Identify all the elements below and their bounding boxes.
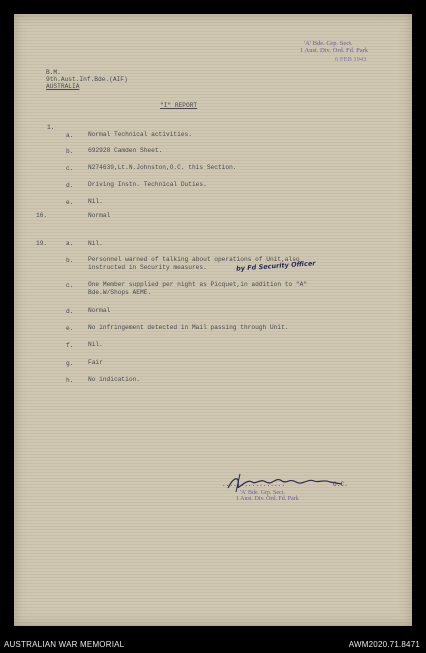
item-number: 1. bbox=[47, 124, 55, 131]
item-text: Driving Instn. Technical Duties. bbox=[88, 181, 207, 188]
signature-dots: ................. bbox=[222, 481, 286, 488]
item-text-continued: instructed in Security measures. bbox=[88, 264, 207, 271]
document-page bbox=[14, 14, 412, 626]
item-text: One Member supplied per night as Picquet,in addition to "A" bbox=[88, 281, 308, 288]
item-letter: c. bbox=[66, 282, 74, 289]
item-letter: c. bbox=[66, 165, 74, 172]
item-number: 16. bbox=[36, 212, 48, 219]
item-text: 692928 Camden Sheet. bbox=[88, 147, 163, 154]
item-number: 19. bbox=[36, 240, 48, 247]
item-text: No indication. bbox=[88, 376, 140, 383]
item-text: Nil. bbox=[88, 198, 103, 205]
item-text: Normal bbox=[88, 212, 111, 219]
footer-accession: AWM2020.71.8471 bbox=[348, 640, 420, 649]
header-line-2: 9th.Aust.Inf.Bde.(AIF) bbox=[46, 76, 128, 83]
item-text: Normal Technical activities. bbox=[88, 131, 192, 138]
item-text: Fair bbox=[88, 359, 103, 366]
item-letter: g. bbox=[66, 360, 74, 367]
item-letter: b. bbox=[66, 257, 74, 264]
signature-stamp-line-1: 'A' Bde. Grp. Sect. bbox=[240, 490, 285, 496]
unit-stamp bbox=[300, 40, 368, 63]
item-letter: b. bbox=[66, 148, 74, 155]
handwritten-annotation: by Fd Security Officer bbox=[235, 259, 316, 273]
item-letter: a. bbox=[66, 132, 74, 139]
item-letter: d. bbox=[66, 182, 74, 189]
item-letter: f. bbox=[66, 342, 74, 349]
item-letter: e. bbox=[66, 199, 74, 206]
report-title: "I" REPORT bbox=[160, 102, 198, 109]
item-letter: d. bbox=[66, 308, 74, 315]
item-text: Normal bbox=[88, 307, 111, 314]
item-letter: e. bbox=[66, 325, 74, 332]
item-text: N274639,Lt.N.Johnston,O.C. this Section. bbox=[88, 164, 237, 171]
item-letter: a. bbox=[66, 240, 74, 247]
item-text: No infringement detected in Mail passing through Unit. bbox=[88, 324, 289, 331]
item-text: Personnel warned of talking about operations of Unit,also bbox=[88, 256, 300, 263]
signature-suffix: O.C. bbox=[333, 481, 348, 488]
item-letter: h. bbox=[66, 377, 74, 384]
footer-source: AUSTRALIAN WAR MEMORIAL bbox=[4, 640, 125, 649]
item-text: Nil. bbox=[88, 240, 103, 247]
signature-stamp bbox=[236, 490, 299, 502]
stamp-line-2: 1 Aust. Div. Ord. Fd. Park bbox=[300, 47, 369, 54]
stamp-line-1: 'A' Bde. Grp. Sect. bbox=[304, 40, 353, 47]
stamp-date: 6 FEB 1943 bbox=[335, 56, 367, 63]
item-text: Nil. bbox=[88, 341, 103, 348]
item-text-continued: Bde.W/Shops AEME. bbox=[88, 289, 152, 296]
header-line-1: B.M. bbox=[46, 69, 61, 76]
signature-stamp-line-2: 1 Aust. Div. Ord. Fd. Park bbox=[236, 496, 299, 502]
header-line-3: AUSTRALIA bbox=[46, 83, 80, 90]
